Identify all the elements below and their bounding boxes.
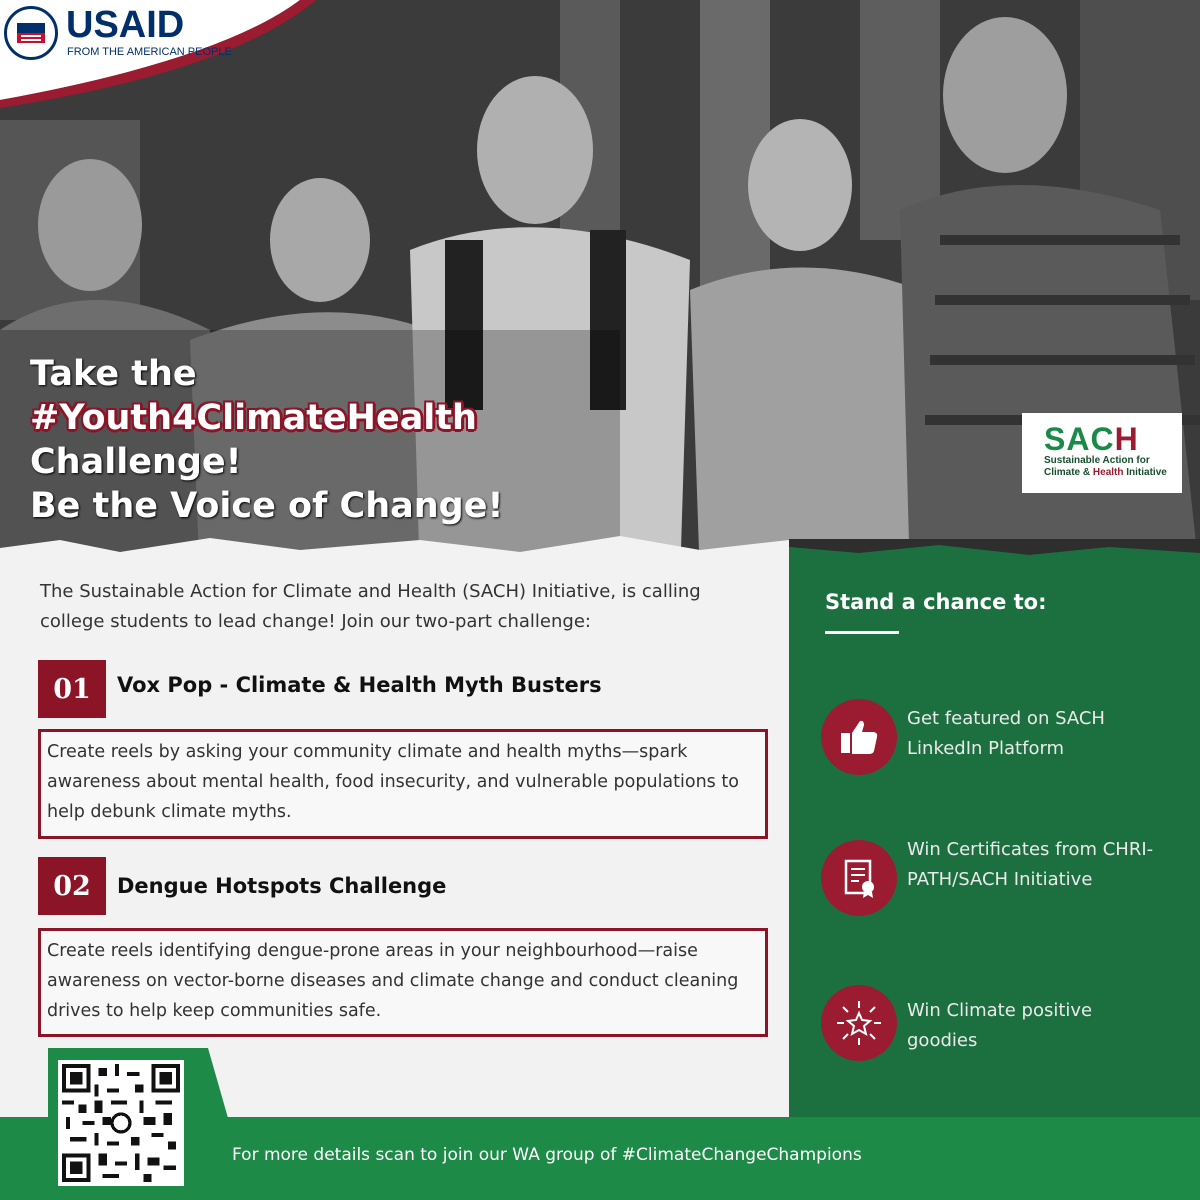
benefits-title-underline [825, 631, 899, 634]
usaid-logo-area [0, 0, 320, 110]
qr-code-icon [62, 1064, 180, 1182]
footer-text: For more details scan to join our WA group of #ClimateChangeChampions [232, 1145, 862, 1165]
benefits-title: Stand a chance to: [825, 590, 1047, 614]
headline [30, 352, 590, 528]
star-burst-icon [821, 985, 897, 1061]
challenge-title-2: Dengue Hotspots Challenge [117, 874, 447, 898]
headline-hashtag: #Youth4ClimateHealth [30, 398, 477, 438]
headline-line1: Take the [30, 354, 197, 394]
benefit-text-featured: Get featured on SACH LinkedIn Platform [907, 708, 1105, 759]
usaid-seal-icon [4, 6, 58, 60]
sach-logo-subtitle: Sustainable Action for Climate & Health Initiative [1044, 455, 1167, 478]
headline-line3: Challenge! [30, 442, 242, 482]
usaid-wordmark: USAID [66, 4, 185, 46]
thumbs-up-icon [821, 699, 897, 775]
headline-line4: Be the Voice of Change! [30, 486, 504, 526]
benefit-text-goodies: Win Climate positive goodies [907, 1000, 1093, 1051]
challenge-number-1: 01 [38, 660, 106, 718]
challenge-number-2: 02 [38, 857, 106, 915]
certificate-icon [821, 840, 897, 916]
whatsapp-qr-code[interactable] [58, 1060, 184, 1186]
challenge-description-2: Create reels identifying dengue-prone areas in your neighbourhood—raise awareness on vector-borne diseases and climate change and conduct cleaning drives to help keep communities safe. [38, 928, 768, 1037]
sach-wordmark: SACH [1044, 421, 1139, 457]
challenge-title-1: Vox Pop - Climate & Health Myth Busters [117, 673, 602, 697]
panel-torn-edge [789, 539, 1200, 569]
intro-text: The Sustainable Action for Climate and Health (SACH) Initiative, is calling college students to lead change! Join our two-part challenge: [40, 581, 701, 632]
usaid-tagline: FROM THE AMERICAN PEOPLE [67, 46, 232, 58]
hero-photo [0, 0, 1200, 580]
sach-logo [1022, 413, 1182, 493]
challenge-description-1: Create reels by asking your community climate and health myths—spark awareness about mental health, food insecurity, and vulnerable populations to help debunk climate myths. [38, 729, 768, 839]
benefit-text-certificates: Win Certificates from CHRI-PATH/SACH Initiative [907, 839, 1154, 890]
